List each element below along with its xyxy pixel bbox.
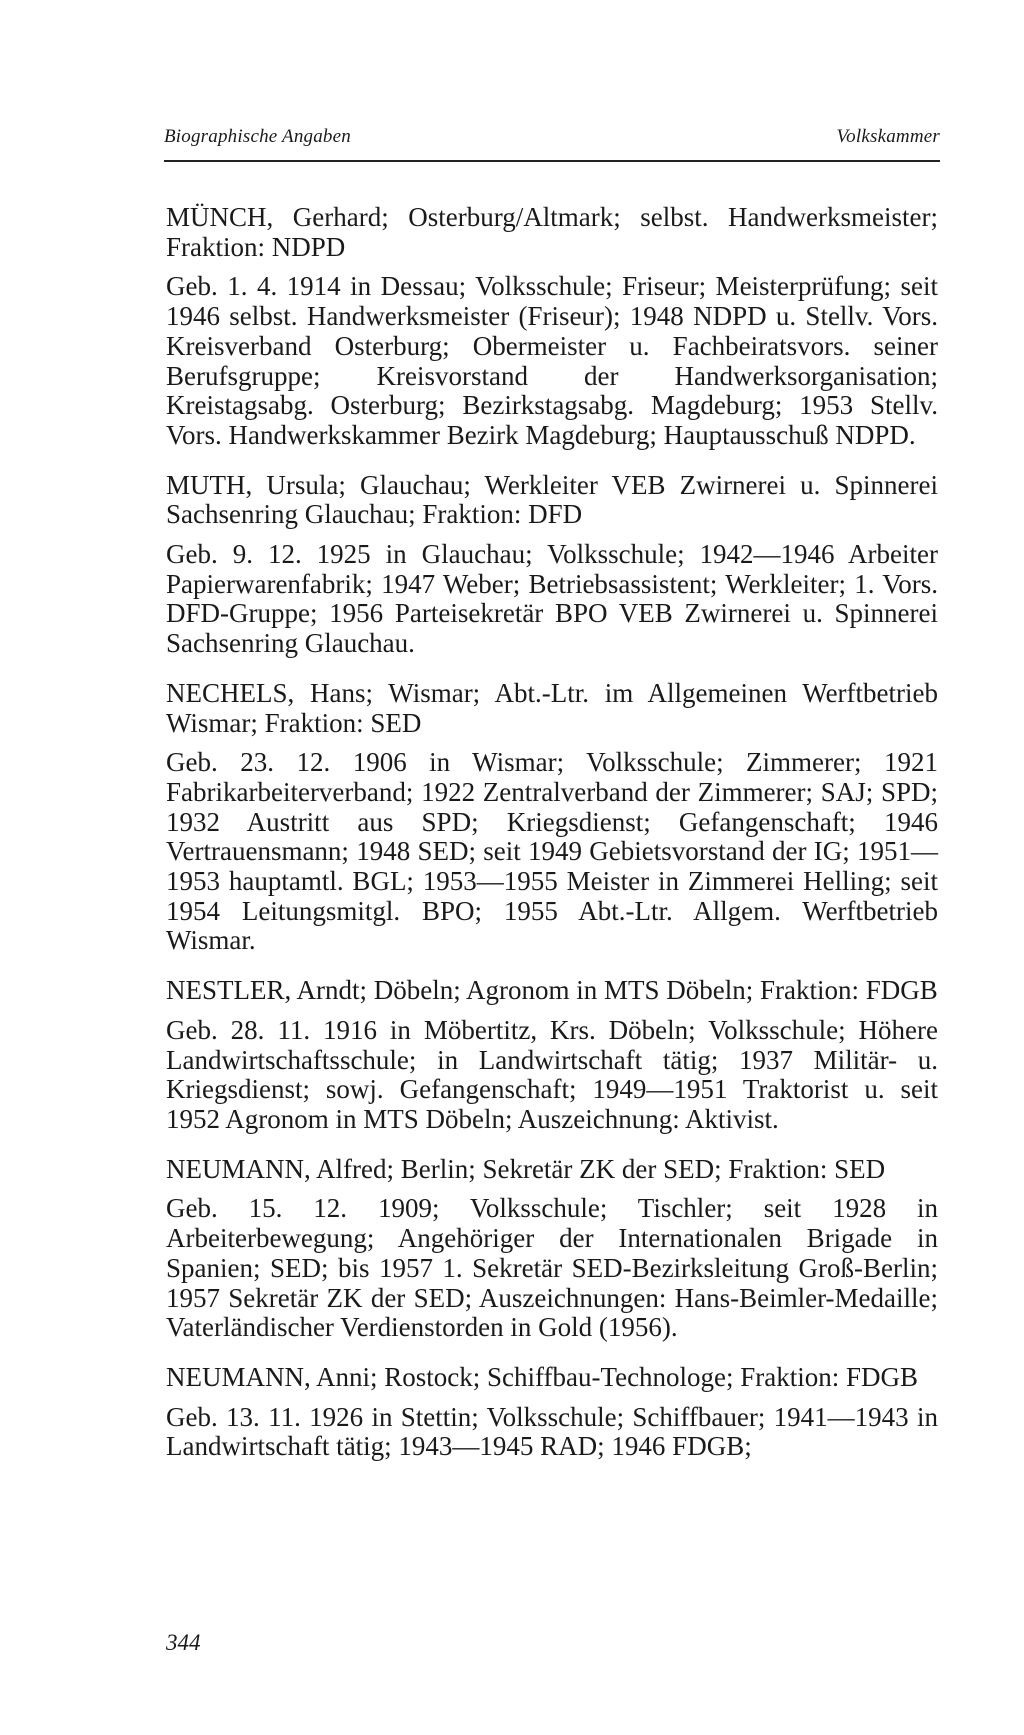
entry-biography: Geb. 9. 12. 1925 in Glauchau; Volksschule; 1942—1946 Arbeiter Papierwarenfabrik; 1947 Weber; Betriebsassistent; Werkleiter; 1. Vors. DFD-Gruppe; 1956 Parteisekretär BPO VEB Zwirnerei u. Spinnerei Sachsenring Glauchau. xyxy=(166,539,938,659)
entry-heading: MUTH, Ursula; Glauchau; Werkleiter VEB Zwirnerei u. Spinnerei Sachsenring Glauchau; Fraktion: DFD xyxy=(166,469,938,530)
page-number: 344 xyxy=(166,1630,201,1655)
running-header xyxy=(164,126,940,160)
biography-entry xyxy=(166,1155,938,1343)
entry-biography: Geb. 1. 4. 1914 in Dessau; Volksschule; Friseur; Meisterprüfung; seit 1946 selbst. Handwerksmeister (Friseur); 1948 NDPD u. Stellv. Vors. Kreisverband Osterburg; Obermeister u. Fachbeiratsvors. seiner Berufsgruppe; Kreisvorstand der Handwerksorganisation; Kreistagsabg. Osterburg; Bezirkstagsabg. Magdeburg; 1953 Stellv. Vors. Handwerkskammer Bezirk Magdeburg; Hauptausschuß NDPD. xyxy=(166,271,938,450)
biography-entry xyxy=(166,471,938,659)
biography-entry xyxy=(166,679,938,956)
biography-entries xyxy=(166,203,938,1462)
header-section-title: Biographische Angaben xyxy=(164,126,351,147)
entry-heading: NEUMANN, Anni; Rostock; Schiffbau-Technologe; Fraktion: FDGB xyxy=(166,1361,919,1392)
biography-entry xyxy=(166,1363,938,1462)
header-rule xyxy=(164,160,940,162)
entry-heading: NESTLER, Arndt; Döbeln; Agronom in MTS Döbeln; Fraktion: FDGB xyxy=(166,975,938,1006)
entry-biography: Geb. 13. 11. 1926 in Stettin; Volksschule; Schiffbauer; 1941—1943 in Landwirtschaft tätig; 1943—1945 RAD; 1946 FDGB; xyxy=(166,1401,938,1462)
entry-biography: Geb. 23. 12. 1906 in Wismar; Volksschule; Zimmerer; 1921 Fabrikarbeiterverband; 1922 Zentralverband der Zimmerer; SAJ; SPD; 1932 Austritt aus SPD; Kriegsdienst; Gefangenschaft; 1946 Vertrauensmann; 1948 SED; seit 1949 Gebietsvorstand der IG; 1951—1953 hauptamtl. BGL; 1953—1955 Meister in Zimmerei Helling; seit 1954 Leitungsmitgl. BPO; 1955 Abt.-Ltr. Allgem. Werftbetrieb Wismar. xyxy=(166,747,938,956)
entry-biography: Geb. 28. 11. 1916 in Möbertitz, Krs. Döbeln; Volksschule; Höhere Landwirtschaftsschule; in Landwirtschaft tätig; 1937 Militär- u. Kriegsdienst; sowj. Gefangenschaft; 1949—1951 Traktorist u. seit 1952 Agronom in MTS Döbeln; Auszeichnung: Aktivist. xyxy=(166,1014,938,1134)
entry-biography: Geb. 15. 12. 1909; Volksschule; Tischler; seit 1928 in Arbeiterbewegung; Angehöriger der Internationalen Brigade in Spanien; SED; bis 1957 1. Sekretär SED-Bezirksleitung Groß-Berlin; 1957 Sekretär ZK der SED; Auszeichnungen: Hans-Beimler-Medaille; Vaterländischer Verdienstorden in Gold (1956). xyxy=(166,1193,938,1343)
entry-heading: NECHELS, Hans; Wismar; Abt.-Ltr. im Allgemeinen Werftbetrieb Wismar; Fraktion: SED xyxy=(166,677,938,738)
biography-entry xyxy=(166,203,938,451)
entry-heading: NEUMANN, Alfred; Berlin; Sekretär ZK der SED; Fraktion: SED xyxy=(166,1153,886,1184)
biography-entry xyxy=(166,976,938,1135)
entry-heading: MÜNCH, Gerhard; Osterburg/Altmark; selbst. Handwerksmeister; Fraktion: NDPD xyxy=(166,202,938,262)
header-publication-title: Volkskammer xyxy=(836,126,940,147)
